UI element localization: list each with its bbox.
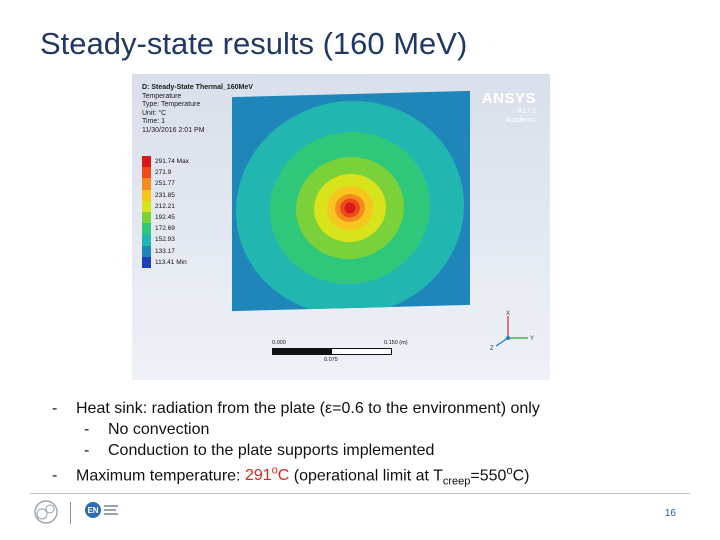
scale-bar xyxy=(272,340,408,363)
legend-swatch xyxy=(142,212,151,223)
scale-bar-track xyxy=(272,348,392,355)
legend-row xyxy=(142,178,189,189)
creep-subscript: creep xyxy=(442,475,471,488)
legend-row xyxy=(142,223,189,234)
header-line: 11/30/2016 2:01 PM xyxy=(142,126,205,134)
legend-label: 152.93 xyxy=(155,236,175,244)
legend-swatch xyxy=(142,156,151,167)
scale-mid-label: 0.075 xyxy=(324,357,338,363)
en-department-logo xyxy=(80,500,120,526)
legend-swatch xyxy=(142,257,151,268)
bullet-item xyxy=(52,398,540,419)
bullet-text: Conduction to the plate supports implemented xyxy=(108,442,435,459)
legend-row xyxy=(142,190,189,201)
header-line: D: Steady-State Thermal_160MeV xyxy=(142,84,253,91)
legend-label: 251.77 xyxy=(155,180,175,188)
legend-label: 212.21 xyxy=(155,202,175,210)
triad-origin xyxy=(506,336,510,340)
legend-label: 172.69 xyxy=(155,225,175,233)
legend-swatch xyxy=(142,178,151,189)
legend-swatch xyxy=(142,223,151,234)
legend-label: 271.9 xyxy=(155,169,172,177)
svg-text:EN: EN xyxy=(87,506,99,515)
temperature-legend xyxy=(142,156,189,268)
header-line: Time: 1 xyxy=(142,118,166,126)
max-temperature-value: 291$^o$C xyxy=(244,465,290,485)
triad-z-label: Z xyxy=(490,346,494,352)
legend-row xyxy=(142,156,189,167)
bullet-item: - Maximum temperature: 291$^o$C (operational limit at $T_{creep}=550^oC$) xyxy=(52,465,530,488)
ansys-logo xyxy=(482,90,536,125)
legend-label: 113.41 Min xyxy=(155,258,187,266)
page-number: 16 xyxy=(664,508,676,519)
legend-row xyxy=(142,201,189,212)
bullet-list xyxy=(52,398,540,493)
logo-separator xyxy=(70,502,71,524)
legend-label: 192.45 xyxy=(155,214,175,222)
cern-logo xyxy=(33,499,59,525)
legend-swatch xyxy=(142,234,151,245)
ansys-version: R17.1 xyxy=(517,108,536,115)
triad-y-label: Y xyxy=(530,336,535,342)
bullet-text: No convection xyxy=(108,421,210,438)
slide-title: Steady-state results (160 MeV) xyxy=(40,26,468,61)
bullet-dash: - xyxy=(52,400,58,417)
legend-row xyxy=(142,257,189,268)
legend-swatch xyxy=(142,190,151,201)
legend-row xyxy=(142,167,189,178)
legend-swatch xyxy=(142,246,151,257)
legend-label: 291.74 Max xyxy=(155,158,189,166)
legend-label: 231.85 xyxy=(155,191,175,199)
legend-label: 133.17 xyxy=(155,247,175,255)
legend-swatch xyxy=(142,167,151,178)
temperature-contour-plate xyxy=(232,91,470,311)
header-line: Type: Temperature xyxy=(142,101,201,109)
triad-x-label: X xyxy=(506,311,511,317)
footer-divider xyxy=(30,493,690,494)
header-line: Unit: °C xyxy=(142,109,167,117)
sub-bullet-item xyxy=(52,440,540,461)
bullet-dash: - xyxy=(84,421,90,438)
legend-row xyxy=(142,246,189,257)
axis-triad xyxy=(486,310,536,354)
simulation-screenshot xyxy=(132,74,550,380)
sub-bullet-item xyxy=(52,419,540,440)
legend-swatch xyxy=(142,201,151,212)
header-line: Temperature xyxy=(142,92,182,100)
bullet-dash: - xyxy=(84,442,90,459)
bullet-dash: - xyxy=(52,467,58,485)
scale-right-label: 0.150 (m) xyxy=(384,340,408,346)
z-axis-line xyxy=(496,338,508,346)
scale-left-label: 0.000 xyxy=(272,340,286,346)
ansys-edition: Academic xyxy=(505,117,536,124)
ansys-brand: ANSYS xyxy=(481,90,536,107)
bullet-text: Heat sink: radiation from the plate (ε=0.6 to the environment) only xyxy=(76,400,540,417)
legend-row xyxy=(142,212,189,223)
legend-row xyxy=(142,234,189,245)
bullet-text: Maximum temperature: xyxy=(76,467,245,485)
